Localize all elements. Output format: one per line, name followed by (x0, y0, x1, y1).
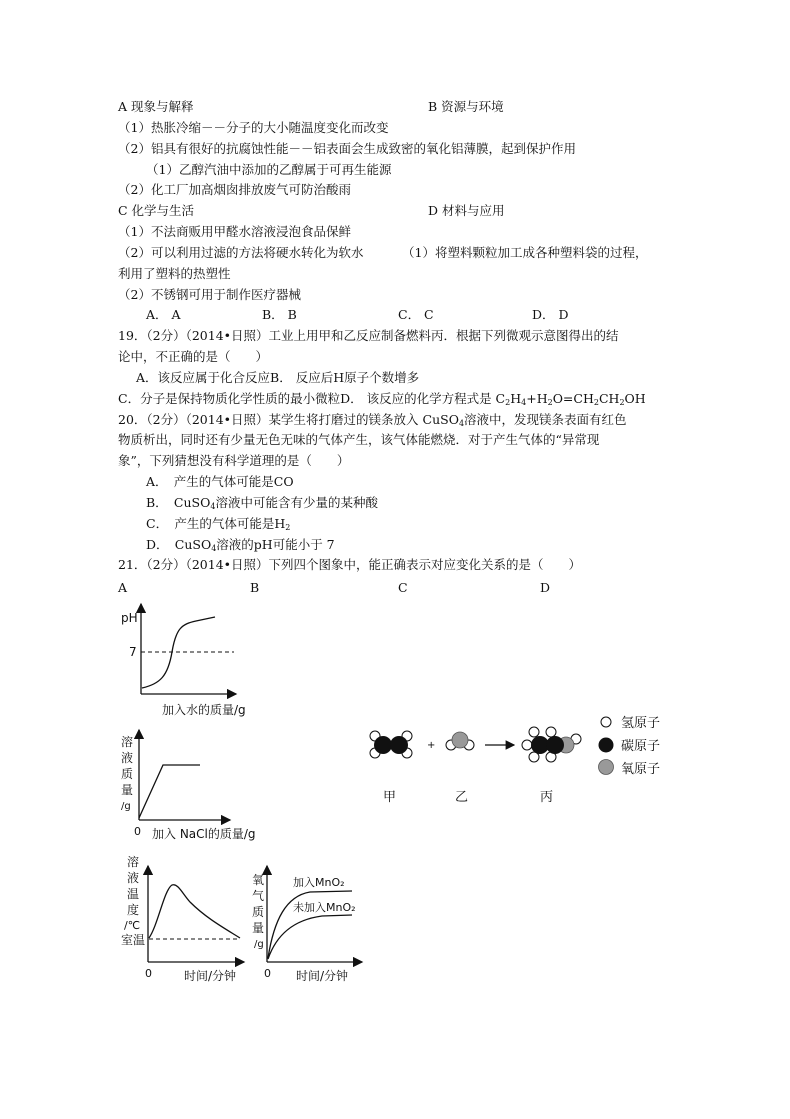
graph-b-xlabel: 加入 NaCl的质量/g (152, 827, 256, 841)
graph-c-xlabel: 时间/分钟 (184, 969, 237, 983)
q18-option-a: A． A (146, 307, 181, 322)
q19-option-a: A．该反应属于化合反应B． 反应后H原子个数增多 (136, 370, 420, 385)
graph-d-ylabel-2: 气 (252, 889, 265, 903)
q20-line1: 20．（2分）（2014•日照）某学生将打磨过的镁条放入 CuSO$_4$溶液中，发现镁条表面有红色 (118, 412, 627, 428)
reaction-legend (599, 716, 661, 777)
graph-b-origin: 0 (134, 825, 141, 838)
graph-d-ylabel-4: 量 (252, 921, 265, 935)
q18-b1: （1）乙醇汽油中添加的乙醇属于可再生能源 (146, 162, 392, 177)
reaction-diagram (370, 716, 660, 805)
reaction-name-yi: 乙 (455, 790, 469, 805)
graph-a-ref-label: 7 (129, 645, 137, 659)
graph-d-curve-no-mno2 (268, 915, 352, 959)
q19-line1: 19．（2分）（2014•日照）工业上用甲和乙反应制备燃料丙．根据下列微观示意图得出的结 (118, 328, 619, 343)
q20-option-d: D． CuSO$_4$溶液的pH可能小于 7 (146, 537, 335, 553)
legend-c-label: 碳原子 (621, 739, 661, 754)
q18-header-d: D 材料与应用 (428, 203, 505, 218)
q18-option-d: D． D (532, 307, 569, 322)
q20-line2: 物质析出，同时还有少量无色无味的气体产生，该气体能燃烧．对于产生气体的“异常现 (118, 432, 600, 447)
graph-d-xlabel: 时间/分钟 (296, 969, 349, 983)
q20-option-b: B． CuSO$_4$溶液中可能含有少量的某种酸 (146, 495, 378, 511)
graph-d-origin: 0 (264, 967, 271, 980)
q19-option-d: D． 该反应的化学方程式是 C (340, 391, 506, 406)
legend-h-atom (601, 717, 611, 727)
graph-c (121, 854, 244, 983)
q18-a2: （2）铝具有很好的抗腐蚀性能－－铝表面会生成致密的氧化铝薄膜，起到保护作用 (118, 141, 576, 156)
q19-option-c-d: C．分子是保持物质化学性质的最小微粒D． 该反应的化学方程式是 $C_2H_4+H_2O=CH_2CH_2OH$ (118, 391, 646, 407)
q18-b2: （2）化工厂加高烟囱排放废气可防治酸雨 (118, 182, 351, 197)
q21-label-d: D (540, 580, 551, 595)
graph-c-curve (149, 885, 240, 938)
q18-option-c: C． C (398, 307, 434, 322)
reaction-plus: + (427, 740, 436, 751)
graph-d (252, 866, 362, 983)
graph-d-curve1-label: 加入MnO₂ (293, 876, 345, 889)
reaction-name-bing: 丙 (540, 790, 554, 805)
reaction-name-jia: 甲 (383, 790, 397, 805)
q18-header-c: C 化学与生活 (118, 203, 195, 218)
graph-d-ylabel-5: /g (254, 939, 264, 950)
q19-option-b: B． 反应后H原子个数增多 (270, 370, 420, 385)
graph-b-ylabel-5: /g (121, 801, 131, 812)
graph-a (121, 604, 246, 717)
graph-c-ylabel-2: 液 (127, 871, 140, 885)
q18-c1: （1）不法商贩用甲醛水溶液浸泡食品保鲜 (118, 224, 351, 239)
legend-o-atom (599, 760, 614, 775)
q20-option-a: A． 产生的气体可能是CO (146, 474, 294, 489)
q20-option-c: C． 产生的气体可能是$H_2$ (146, 516, 291, 532)
graph-c-origin: 0 (145, 967, 152, 980)
molecule-jia (370, 731, 412, 758)
q18-header-b: B 资源与环境 (428, 99, 504, 114)
legend-c-atom (599, 738, 614, 753)
graph-b-ylabel-4: 量 (121, 783, 134, 797)
graph-b-ylabel-3: 质 (121, 767, 134, 781)
graph-b-ylabel-2: 液 (121, 751, 134, 765)
q21-label-c: C (398, 580, 408, 595)
q20-line3: 象”，下列猜想没有科学道理的是（ ） (118, 453, 350, 468)
legend-o-label: 氧原子 (621, 762, 661, 777)
q18-header-a: A 现象与解释 (118, 99, 194, 114)
graph-c-ylabel-5: /℃ (124, 919, 141, 932)
graph-a-ylabel: pH (121, 611, 138, 625)
q21-line1: 21．（2分）（2014•日照）下列四个图象中，能正确表示对应变化关系的是（ ） (118, 557, 582, 572)
graph-c-room-label: 室温 (121, 933, 146, 947)
graph-b-line (139, 765, 200, 818)
graph-a-xlabel: 加入水的质量/g (162, 703, 246, 717)
q18-d1: （1）将塑料颗粒加工成各种塑料袋的过程， (402, 245, 648, 260)
q18-option-b: B． B (262, 307, 297, 322)
q18-c2: （2）可以利用过滤的方法将硬水转化为软水 (118, 245, 364, 260)
q19-option-c: C．分子是保持物质化学性质的最小微粒 (118, 391, 341, 406)
graph-b (121, 730, 256, 841)
q21-label-b: B (250, 580, 260, 595)
graph-d-ylabel-3: 质 (252, 905, 265, 919)
graph-c-ylabel-1: 溶 (127, 855, 140, 869)
graph-c-ylabel-4: 度 (127, 903, 140, 917)
q19-line2: 论中，不正确的是（ ） (118, 349, 269, 364)
q18-d1-cont: 利用了塑料的热塑性 (118, 266, 231, 281)
molecule-bing (522, 727, 581, 762)
q18-d2: （2）不锈钢可用于制作医疗器械 (118, 287, 301, 302)
molecule-yi (446, 732, 474, 750)
graph-d-curve2-label: 未加入MnO₂ (293, 901, 356, 914)
graph-c-ylabel-3: 温 (127, 887, 140, 901)
legend-h-label: 氢原子 (621, 716, 661, 731)
graph-d-ylabel-1: 氧 (252, 873, 265, 887)
q18-a1: （1）热胀冷缩－－分子的大小随温度变化而改变 (118, 120, 389, 135)
graph-b-ylabel-1: 溶 (121, 735, 134, 749)
q21-label-a: A (118, 580, 128, 595)
